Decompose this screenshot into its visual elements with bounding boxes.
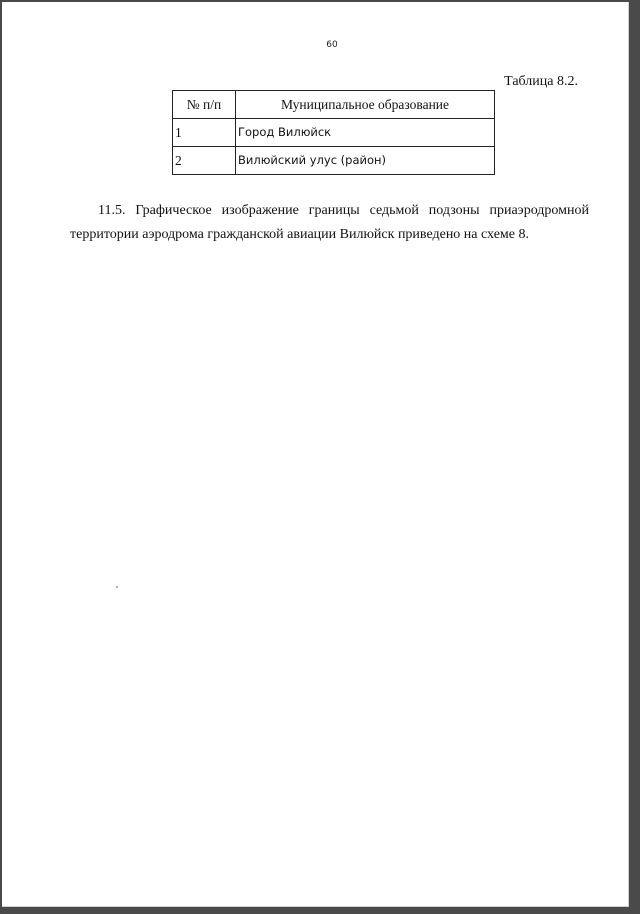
scan-speck <box>116 586 118 588</box>
document-page <box>2 2 629 907</box>
row-municipality: Город Вилюйск <box>236 119 495 147</box>
body-paragraph: 11.5. Графическое изображение границы седьмой подзоны приаэродромной территории аэродрома гражданской авиации Вилюйск приведено на схеме 8. <box>70 203 589 242</box>
row-number: 1 <box>173 119 236 147</box>
header-number: № п/п <box>173 91 236 119</box>
page-number: 60 <box>326 40 338 50</box>
table-row <box>173 119 495 147</box>
header-municipality: Муниципальное образование <box>236 91 495 119</box>
row-number: 2 <box>173 147 236 175</box>
table-caption: Таблица 8.2. <box>504 74 578 89</box>
municipality-table <box>172 90 495 175</box>
table-header-row <box>173 91 495 119</box>
row-municipality: Вилюйский улус (район) <box>236 147 495 175</box>
table-row <box>173 147 495 175</box>
